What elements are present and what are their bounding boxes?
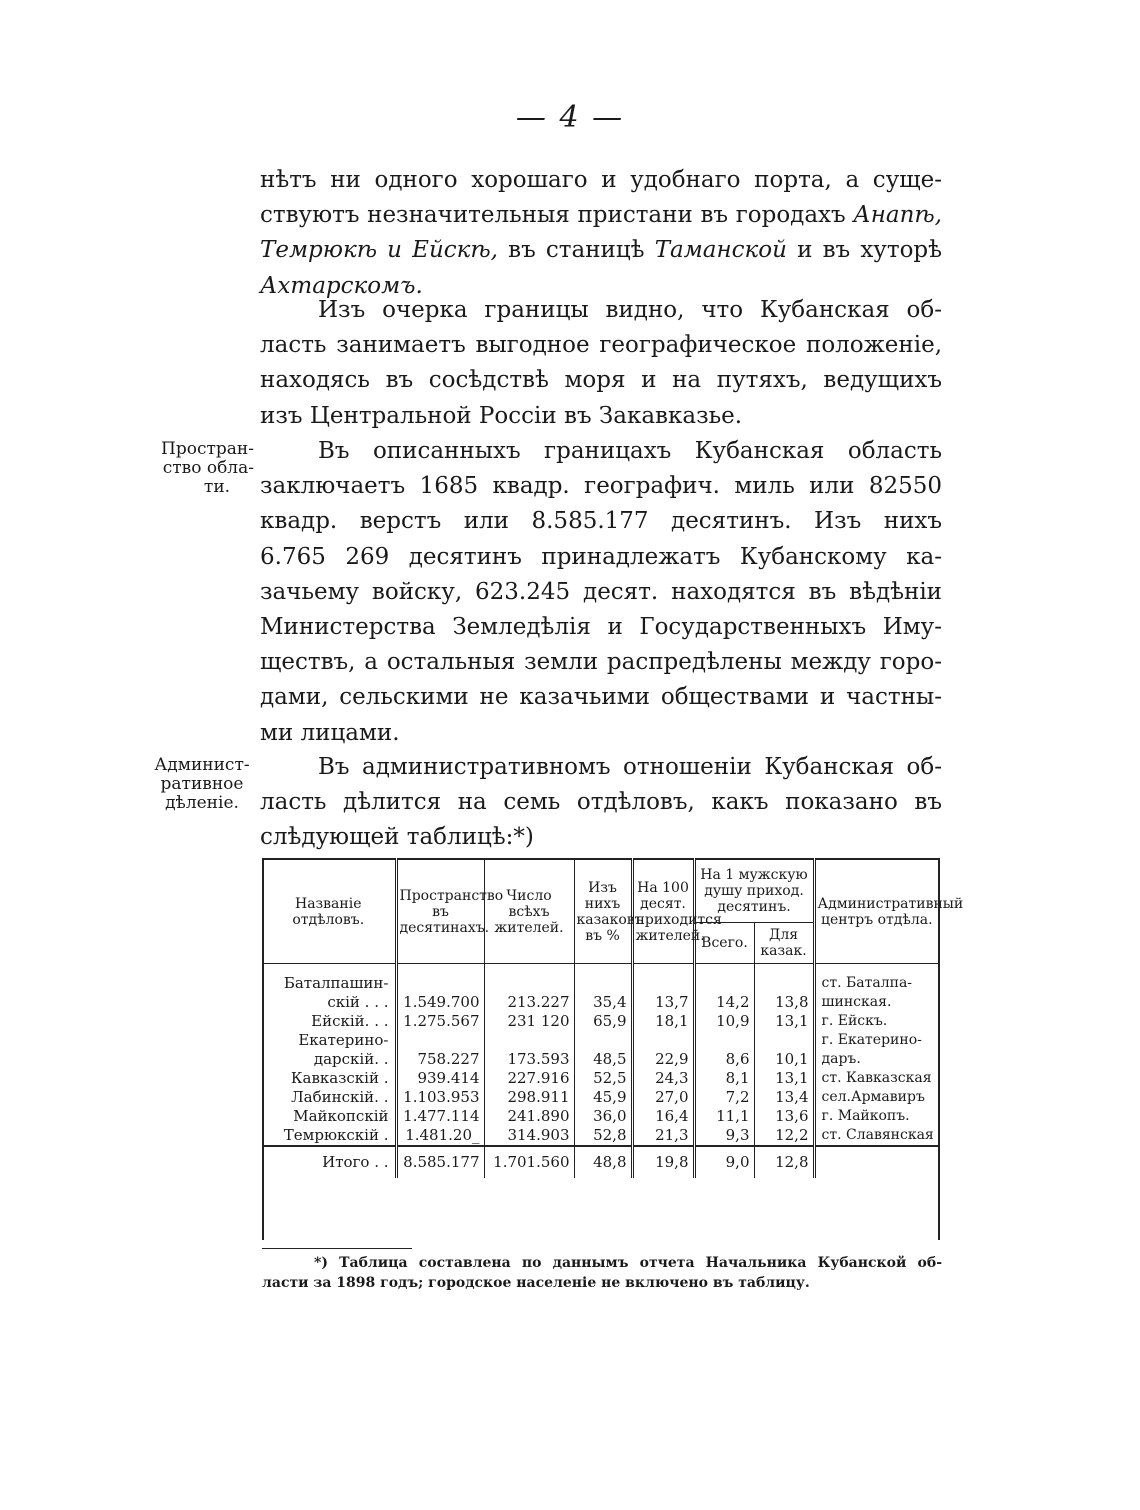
footnote — [262, 1253, 942, 1293]
row-per-male-all: 8,1 — [694, 1069, 754, 1088]
footnote-rule — [262, 1248, 412, 1249]
total-population: 1.701.560 — [484, 1146, 574, 1178]
row-population: 298.911 — [484, 1088, 574, 1107]
row-cossacks-pct: 65,9 — [574, 1012, 632, 1031]
text-line: зачьему войску, 623.245 десят. находятся въ вѣдѣніи — [260, 578, 942, 605]
text-line: ществъ, а остальныя земли распредѣлены между горо- — [260, 649, 942, 676]
total-per-male-all: 9,0 — [694, 1146, 754, 1178]
admin-division-table — [262, 858, 964, 1178]
table-total-row — [262, 1146, 938, 1178]
text-line: находясь въ сосѣдствѣ моря и на путяхъ, ведущихъ — [260, 367, 942, 394]
row-cossacks-pct: 45,9 — [574, 1088, 632, 1107]
row-per-male-cossack: 13,6 — [754, 1107, 814, 1126]
header-name: Названіе отдѣловъ. — [262, 859, 396, 964]
paragraph-4 — [260, 750, 942, 856]
row-per-male-cossack: 13,4 — [754, 1088, 814, 1107]
row-admin-center: ст. Славянская — [814, 1126, 938, 1146]
text-line: Ахтарскомъ. — [260, 272, 423, 299]
row-population: 173.593 — [484, 1031, 574, 1069]
row-admin-center: г. Екатерино- даръ. — [814, 1031, 938, 1069]
paragraph-1 — [260, 163, 942, 304]
row-population: 314.903 — [484, 1126, 574, 1146]
row-area: 939.414 — [396, 1069, 484, 1088]
row-name: Ейскій. . . — [311, 1012, 389, 1030]
row-population: 241.890 — [484, 1107, 574, 1126]
row-cossacks-pct: 35,4 — [574, 974, 632, 1012]
text-line: Изъ очерка границы видно, что Кубанская об- — [318, 297, 942, 323]
row-per100: 16,4 — [632, 1107, 694, 1126]
row-cossacks-pct: 52,5 — [574, 1069, 632, 1088]
row-area: 1.477.114 — [396, 1107, 484, 1126]
row-name: Екатерино- дарскій. . — [298, 1031, 389, 1068]
row-population: 227.916 — [484, 1069, 574, 1088]
row-per-male-all: 8,6 — [694, 1031, 754, 1069]
text-line: ласть занимаетъ выгодное географическое положеніе, — [260, 332, 942, 359]
row-area: 1.481.20_ — [396, 1126, 484, 1146]
total-per100: 19,8 — [632, 1146, 694, 1178]
total-name: Итого . . — [262, 1146, 396, 1178]
row-per-male-cossack: 12,2 — [754, 1126, 814, 1146]
row-per-male-all: 14,2 — [694, 974, 754, 1012]
header-per-male-cossack: Для казак. — [754, 923, 814, 964]
row-name: Баталпашин- скій . . . — [283, 974, 389, 1011]
row-per-male-cossack: 13,8 — [754, 974, 814, 1012]
header-per-male: На 1 мужскую душу приход. десятинъ. — [694, 859, 814, 923]
text-line: Темрюкѣ и Ейскѣ, въ станицѣ Таманской и въ хуторѣ — [260, 237, 943, 264]
header-per-male-all: Всего. — [694, 923, 754, 964]
margin-note-admin: Админист- ративное дѣленіе. — [154, 755, 250, 813]
row-area: 1.103.953 — [396, 1088, 484, 1107]
text-line: Министерства Земледѣлія и Государственныхъ Иму- — [260, 613, 942, 640]
paragraph-3 — [260, 434, 942, 751]
row-per100: 27,0 — [632, 1088, 694, 1107]
row-per-male-all: 7,2 — [694, 1088, 754, 1107]
row-admin-center: ст. Баталпа- шинская. — [814, 974, 938, 1012]
row-admin-center: г. Майкопъ. — [814, 1107, 938, 1126]
row-population: 213.227 — [484, 974, 574, 1012]
text-line: ствуютъ незначительныя пристани въ городахъ Анапѣ, — [260, 202, 942, 229]
row-population: 231 120 — [484, 1012, 574, 1031]
page-number: — 4 — — [515, 100, 625, 135]
table-row — [262, 1126, 938, 1146]
text-line: дами, сельскими не казачьими обществами и частны- — [260, 684, 942, 711]
margin-note-territory: Простран- ство обла- ти. — [161, 439, 254, 497]
row-per-male-cossack: 13,1 — [754, 1012, 814, 1031]
row-per100: 18,1 — [632, 1012, 694, 1031]
text-line: заключаетъ 1685 квадр. географич. миль или 82550 — [260, 473, 942, 500]
text-line: ми лицами. — [260, 719, 400, 746]
row-admin-center: сел.Армавиръ — [814, 1088, 938, 1107]
text-line: изъ Центральной Россіи въ Закавказье. — [260, 402, 743, 429]
text-line: нѣтъ ни одного хорошаго и удобнаго порта, а суще- — [260, 167, 942, 193]
row-admin-center: ст. Кавказская — [814, 1069, 938, 1088]
text-line: Въ административномъ отношеніи Кубанская об- — [318, 754, 942, 780]
text-line: квадр. верстъ или 8.585.177 десятинъ. Изъ нихъ — [260, 508, 942, 535]
table-row — [262, 1107, 938, 1126]
row-per-male-all: 10,9 — [694, 1012, 754, 1031]
row-cossacks-pct: 52,8 — [574, 1126, 632, 1146]
row-area: 758.227 — [396, 1031, 484, 1069]
footnote-line: *) Таблица составлена по даннымъ отчета Начальника Кубанской об- — [314, 1255, 942, 1271]
row-per-male-all: 11,1 — [694, 1107, 754, 1126]
total-center — [814, 1146, 938, 1178]
row-cossacks-pct: 36,0 — [574, 1107, 632, 1126]
row-per-male-cossack: 10,1 — [754, 1031, 814, 1069]
header-admin-center: Административный центръ отдѣла. — [814, 859, 938, 964]
row-per100: 22,9 — [632, 1031, 694, 1069]
total-per-male-cossack: 12,8 — [754, 1146, 814, 1178]
text-line: ласть дѣлится на семь отдѣловъ, какъ показано въ — [260, 789, 942, 816]
text-line: Въ описанныхъ границахъ Кубанская область — [318, 438, 942, 464]
text-line: 6.765 269 десятинъ принадлежатъ Кубанскому ка- — [260, 543, 942, 570]
row-name: Темрюкскій . — [283, 1126, 389, 1144]
header-cossacks-pct: Изъ нихъ казаковъ въ % — [574, 859, 632, 964]
row-per-male-all: 9,3 — [694, 1126, 754, 1146]
footnote-line: ласти за 1898 годъ; городское населеніе не включено въ таблицу. — [262, 1275, 810, 1291]
row-name: Майкопскій — [293, 1107, 389, 1125]
header-per100: На 100 десят. приходится жителей. — [632, 859, 694, 964]
row-per100: 24,3 — [632, 1069, 694, 1088]
total-cossacks-pct: 48,8 — [574, 1146, 632, 1178]
row-per-male-cossack: 13,1 — [754, 1069, 814, 1088]
paragraph-2 — [260, 293, 942, 434]
table-row — [262, 1012, 938, 1031]
row-admin-center: г. Ейскъ. — [814, 1012, 938, 1031]
row-area: 1.275.567 — [396, 1012, 484, 1031]
header-population: Число всѣхъ жителей. — [484, 859, 574, 964]
table-row — [262, 1088, 938, 1107]
header-area: Пространство въ десятинахъ. — [396, 859, 484, 964]
row-area: 1.549.700 — [396, 974, 484, 1012]
row-name: Кавказскій . — [290, 1069, 389, 1087]
row-cossacks-pct: 48,5 — [574, 1031, 632, 1069]
table-row — [262, 974, 938, 1012]
table-row — [262, 1031, 938, 1069]
text-line: слѣдующей таблицѣ:*) — [260, 824, 534, 851]
table-row — [262, 1069, 938, 1088]
row-per100: 13,7 — [632, 974, 694, 1012]
total-area: 8.585.177 — [396, 1146, 484, 1178]
row-name: Лабинскій. . — [291, 1088, 389, 1106]
row-per100: 21,3 — [632, 1126, 694, 1146]
